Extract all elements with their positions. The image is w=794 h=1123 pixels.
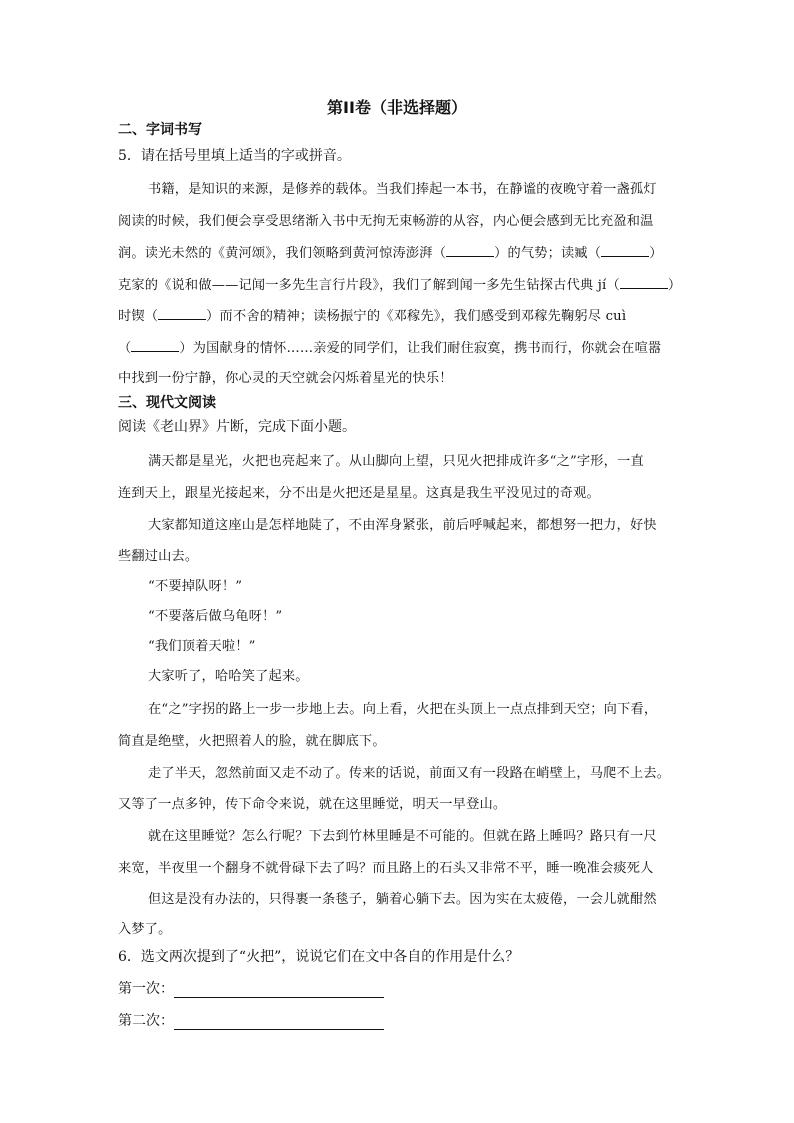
passage-text: 润。读光未然的《黄河颂》，我们领略到黄河惊涛澎湃（ [118, 246, 447, 261]
passage-line-with-blanks [118, 337, 661, 356]
answer-row-first [118, 978, 384, 998]
answer-label: 第二次： [118, 1013, 174, 1029]
answer-blank[interactable] [131, 339, 179, 352]
reading-line: 简直是绝壁，火把照着人的脸，就在脚底下。 [118, 734, 386, 749]
page-title: 第II卷（非选择题） [327, 98, 467, 117]
reading-line: 就在这里睡觉？怎么行呢？下去到竹林里睡是不可能的。但就在路上睡吗？路只有一尺 [148, 829, 657, 844]
passage-text: （ [118, 341, 132, 356]
reading-line: 走了半天，忽然前面又走不动了。传来的话说，前面又有一段路在峭壁上，马爬不上去。 [148, 766, 671, 781]
reading-line: 但这是没有办法的，只得裹一条毯子，躺着心躺下去。因为实在太疲倦，一会儿就酣然 [148, 892, 657, 907]
answer-blank[interactable] [601, 244, 649, 257]
passage-text: ）而不舍的精神；读杨振宁的《邓稼先》，我们感受到邓稼先鞠躬尽 cuì [206, 309, 627, 324]
answer-line[interactable] [174, 983, 384, 998]
reading-line: 满天都是星光，火把也亮起来了。从山脚向上望，只见火把排成许多“之”字形，一直 [148, 454, 644, 469]
section-heading-word-writing: 二、字词书写 [118, 122, 202, 138]
passage-text: 克家的《说和做——记闻一多先生言行片段》，我们了解到闻一多先生钻探古代典 jí（ [118, 278, 620, 293]
answer-line[interactable] [174, 1015, 384, 1030]
passage-text: ）为国献身的情怀……亲爱的同学们，让我们耐住寂寞，携书而行，你就会在喧嚣 [179, 341, 662, 356]
reading-intro: 阅读《老山界》片断，完成下面小题。 [118, 419, 356, 435]
passage-line: 阅读的时候，我们便会享受思绪渐入书中无拘无束畅游的从容，内心便会感到无比充盈和温 [118, 214, 654, 229]
reading-line: 大家都知道这座山是怎样地陡了，不由浑身紧张，前后呼喊起来，都想努一把力，好快 [148, 518, 657, 533]
passage-text: 时锲（ [118, 309, 159, 324]
answer-blank[interactable] [446, 244, 494, 257]
answer-row-second [118, 1010, 384, 1030]
reading-line: 在“之”字拐的路上一步一步地上去。向上看，火把在头顶上一点点排到天空；向下看， [148, 702, 658, 717]
passage-text: ） [667, 278, 682, 293]
answer-label: 第一次： [118, 981, 174, 997]
passage-line: 书籍，是知识的来源，是修养的载体。当我们捧起一本书，在静谧的夜晚守着一盏孤灯 [148, 182, 657, 197]
reading-line: “不要落后做乌龟呀！” [148, 609, 283, 624]
answer-blank[interactable] [158, 307, 206, 320]
reading-line: 入梦了。 [118, 922, 172, 937]
passage-line: 中找到一份宁静，你心灵的天空就会闪烁着星光的快乐！ [118, 371, 453, 386]
section-heading-modern-reading: 三、现代文阅读 [118, 395, 216, 411]
question-5: 5．请在括号里填上适当的字或拼音。 [118, 148, 351, 164]
reading-line: 些翻过山去。 [118, 549, 199, 564]
passage-line-with-blanks [118, 274, 681, 293]
answer-blank[interactable] [620, 276, 668, 289]
reading-line: 大家听了，哈哈笑了起来。 [148, 669, 309, 684]
reading-line: “不要掉队呀！” [148, 579, 243, 594]
reading-line: 又等了一点多钟，传下命令来说，就在这里睡觉，明天一早登山。 [118, 797, 507, 812]
reading-line: “我们顶着天啦！” [148, 639, 256, 654]
passage-line-with-blanks [118, 305, 626, 324]
passage-line-with-blanks [118, 242, 663, 261]
reading-line: 来宽，半夜里一个翻身不就骨碌下去了吗？而且路上的石头又非常不平，睡一晚准会痰死人 [118, 861, 654, 876]
question-6: 6．选文两次提到了“火把”，说说它们在文中各自的作用是什么？ [118, 949, 520, 965]
reading-line: 连到天上，跟星光接起来，分不出是火把还是星星。这真是我生平没见过的奇观。 [118, 486, 600, 501]
passage-text: ） [649, 246, 663, 261]
passage-text: ）的气势；读臧（ [494, 246, 602, 261]
